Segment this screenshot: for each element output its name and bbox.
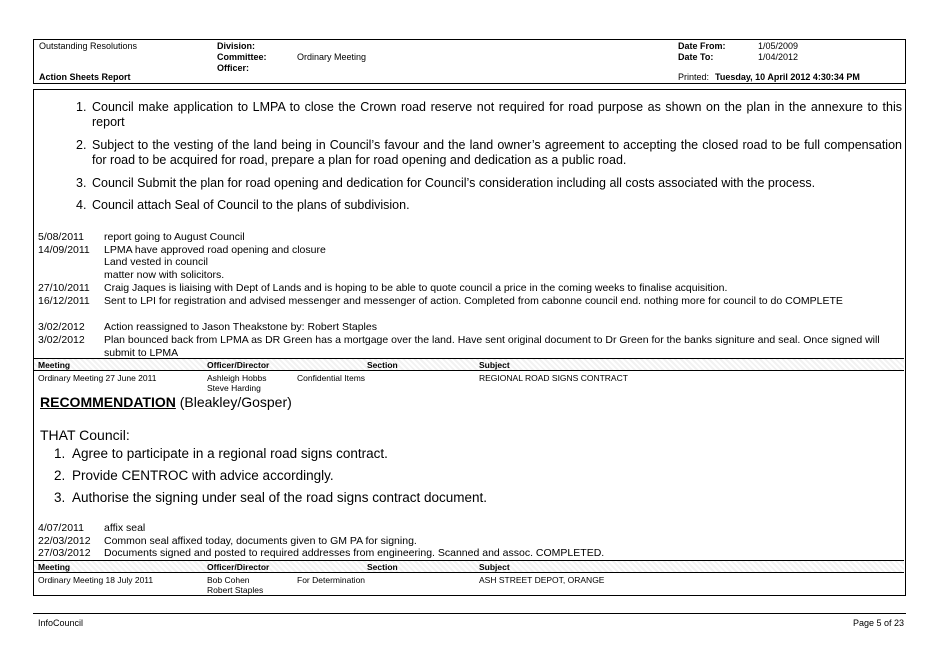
log-text: Plan bounced back from LPMA as DR Green has a mortgage over the land. Have sent original document to Dr Green for the banks signiture and seal. Once signed will submit to LPMA bbox=[104, 334, 880, 359]
printed-label: Printed: bbox=[678, 72, 710, 82]
item-number: 2. bbox=[76, 138, 87, 152]
column-officer: Officer/Director bbox=[207, 562, 270, 572]
log-text: report going to August Council bbox=[104, 231, 245, 243]
meeting-name: Ordinary Meeting 27 June 2011 bbox=[38, 373, 157, 383]
log-text: LPMA have approved road opening and closure bbox=[104, 244, 326, 256]
resolution-item bbox=[76, 176, 902, 191]
recommendation-item bbox=[54, 468, 334, 483]
item-text: Council Submit the plan for road opening and dedication for Council’s consideration including all costs associated with the process. bbox=[92, 176, 816, 190]
item-number: 4. bbox=[76, 198, 87, 212]
page-number: Page 5 of 23 bbox=[852, 618, 904, 628]
date-from-label: Date From: bbox=[678, 41, 726, 51]
log-text: Sent to LPI for registration and advised messenger and messenger of action. Completed from cabonne council end. nothing more for council to do COMPLETE bbox=[104, 295, 843, 307]
item-text: Council make application to LMPA to close the Crown road reserve not required for road purpose as shown on the plan in the annexure to this report bbox=[92, 100, 902, 129]
log-date: 5/08/2011 bbox=[38, 231, 84, 243]
report-name: Outstanding Resolutions bbox=[39, 41, 138, 51]
log-text: Common seal affixed today, documents given to GM PA for signing. bbox=[104, 535, 417, 547]
column-meeting: Meeting bbox=[38, 360, 71, 370]
item-number: 3. bbox=[54, 490, 66, 505]
log-date: 14/09/2011 bbox=[38, 244, 90, 256]
committee-label: Committee: bbox=[217, 52, 267, 62]
column-meeting: Meeting bbox=[38, 562, 71, 572]
recommendation-heading bbox=[40, 394, 292, 410]
log-date: 16/12/2011 bbox=[38, 295, 90, 307]
that-council: THAT Council: bbox=[40, 427, 130, 443]
division-label: Division: bbox=[217, 41, 256, 51]
log-date: 3/02/2012 bbox=[38, 334, 85, 346]
footer-divider bbox=[33, 613, 906, 614]
item-text: Agree to participate in a regional road signs contract. bbox=[72, 446, 388, 461]
officer-label: Officer: bbox=[217, 63, 250, 73]
recommendation-item bbox=[54, 490, 487, 505]
report-header bbox=[33, 39, 906, 84]
meeting-table-header bbox=[34, 358, 904, 371]
date-from-value: 1/05/2009 bbox=[758, 41, 799, 51]
committee-value: Ordinary Meeting bbox=[297, 52, 367, 62]
log-date: 27/03/2012 bbox=[38, 547, 91, 559]
resolution-item bbox=[76, 138, 902, 168]
resolution-item bbox=[76, 100, 902, 130]
column-subject: Subject bbox=[479, 562, 510, 572]
subject-name: REGIONAL ROAD SIGNS CONTRACT bbox=[479, 373, 628, 383]
recommendation-item bbox=[54, 446, 388, 461]
item-number: 1. bbox=[76, 100, 87, 114]
column-subject: Subject bbox=[479, 360, 510, 370]
column-officer: Officer/Director bbox=[207, 360, 270, 370]
director-name: Robert Staples bbox=[207, 585, 264, 595]
item-text: Subject to the vesting of the land being in Council’s favour and the land owner’s agreement to accepting the closed road to be full compensation for road to be acquired for road, prepare a plan for road opening and dedication as a public road. bbox=[92, 138, 902, 167]
item-text: Authorise the signing under seal of the road signs contract document. bbox=[72, 490, 487, 505]
date-to-value: 1/04/2012 bbox=[758, 52, 799, 62]
item-number: 2. bbox=[54, 468, 66, 483]
log-date: 27/10/2011 bbox=[38, 282, 90, 294]
item-text: Council attach Seal of Council to the plans of subdivision. bbox=[92, 198, 410, 212]
item-number: 1. bbox=[54, 446, 66, 461]
recommendation-label: RECOMMENDATION bbox=[40, 394, 176, 410]
item-text: Provide CENTROC with advice accordingly. bbox=[72, 468, 334, 483]
log-date: 22/03/2012 bbox=[38, 535, 91, 547]
officer-name: Ashleigh Hobbs bbox=[207, 373, 267, 383]
section-name: For Determination bbox=[297, 575, 366, 585]
log-date: 3/02/2012 bbox=[38, 321, 85, 333]
column-section: Section bbox=[367, 360, 398, 370]
log-text: affix seal bbox=[104, 522, 146, 534]
printed-value: Tuesday, 10 April 2012 4:30:34 PM bbox=[715, 72, 860, 82]
report-title: Action Sheets Report bbox=[39, 72, 131, 82]
log-text: Craig Jaques is liaising with Dept of Lands and is hoping to be able to quote council a price in the coming weeks to finalise acquisition. bbox=[104, 282, 728, 294]
log-date: 4/07/2011 bbox=[38, 522, 84, 534]
meeting-table-header bbox=[34, 560, 904, 573]
footer-brand: InfoCouncil bbox=[38, 618, 84, 628]
officer-name: Bob Cohen bbox=[207, 575, 250, 585]
log-text: Land vested in council bbox=[104, 256, 208, 268]
meeting-name: Ordinary Meeting 18 July 2011 bbox=[38, 575, 154, 585]
recommendation-movers: (Bleakley/Gosper) bbox=[175, 394, 292, 410]
section-name: Confidential Items bbox=[297, 373, 366, 383]
date-to-label: Date To: bbox=[678, 52, 714, 62]
director-name: Steve Harding bbox=[207, 383, 261, 393]
log-text: matter now with solicitors. bbox=[104, 269, 225, 281]
item-number: 3. bbox=[76, 176, 87, 190]
log-text: Documents signed and posted to required addresses from engineering. Scanned and assoc. COMPLETED. bbox=[104, 547, 605, 559]
action-sheets-body bbox=[33, 89, 906, 596]
log-text: Action reassigned to Jason Theakstone by: Robert Staples bbox=[104, 321, 377, 333]
subject-name: ASH STREET DEPOT, ORANGE bbox=[479, 575, 605, 585]
resolution-item bbox=[76, 198, 902, 213]
column-section: Section bbox=[367, 562, 398, 572]
